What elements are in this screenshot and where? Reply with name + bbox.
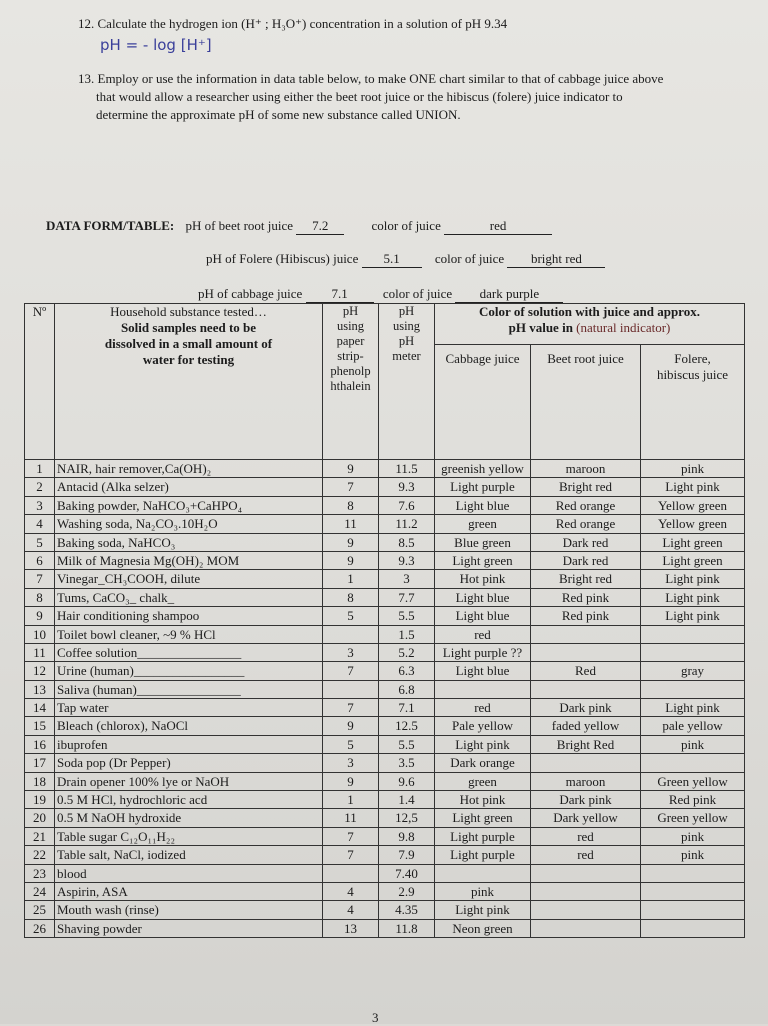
ph-meter-cell: 5.5: [379, 607, 435, 625]
cabbage-color-cell: Light pink: [435, 901, 531, 919]
row-number: 18: [25, 772, 55, 790]
ph-meter-cell: 11.8: [379, 919, 435, 937]
substance-cell: Shaving powder: [55, 919, 323, 937]
folere-color-cell: Light pink: [641, 607, 745, 625]
folere-color-label: color of juice: [434, 251, 505, 266]
row-number: 11: [25, 643, 55, 661]
ph-paper-cell: 1: [323, 570, 379, 588]
row-number: 3: [25, 496, 55, 514]
folere-color-cell: pale yellow: [641, 717, 745, 735]
folere-color-cell: [641, 680, 745, 698]
ph-paper-cell: 4: [323, 882, 379, 900]
header-beet: Beet root juice: [531, 345, 641, 460]
folere-color-cell: Red pink: [641, 791, 745, 809]
beet-color-cell: [531, 754, 641, 772]
folere-color-cell: Light pink: [641, 588, 745, 606]
ph-paper-cell: 9: [323, 772, 379, 790]
substance-cell: NAIR, hair remover,Ca(OH)₂: [55, 460, 323, 478]
table-row: [25, 551, 745, 569]
cabbage-color-cell: Light purple ??: [435, 643, 531, 661]
substance-cell: Tums, CaCO₃_ chalk_: [55, 588, 323, 606]
cabbage-color-cell: green: [435, 515, 531, 533]
row-number: 22: [25, 846, 55, 864]
question-12: 12. Calculate the hydrogen ion (H⁺ ; H₃O⁺) concentration in a solution of pH 9.34: [78, 16, 508, 31]
ph-paper-cell: 3: [323, 754, 379, 772]
header-natural-indicator: (natural indicator): [576, 320, 671, 335]
beet-color-cell: maroon: [531, 460, 641, 478]
ph-paper-cell: 8: [323, 496, 379, 514]
ph-paper-cell: 9: [323, 533, 379, 551]
beet-color-cell: Dark pink: [531, 791, 641, 809]
folere-color-cell: pink: [641, 735, 745, 753]
ph-meter-cell: 5.2: [379, 643, 435, 661]
ph-paper-cell: 5: [323, 735, 379, 753]
row-number: 9: [25, 607, 55, 625]
row-number: 16: [25, 735, 55, 753]
cabbage-color-cell: [435, 680, 531, 698]
row-number: 6: [25, 551, 55, 569]
header-substance-line-2: Solid samples need to be: [120, 320, 257, 335]
beet-color-value: red: [444, 218, 552, 235]
folere-color-cell: Yellow green: [641, 496, 745, 514]
cabbage-color-cell: Blue green: [435, 533, 531, 551]
row-number: 7: [25, 570, 55, 588]
row-number: 2: [25, 478, 55, 496]
beet-color-cell: Red: [531, 662, 641, 680]
ph-meter-cell: 7.6: [379, 496, 435, 514]
row-number: 23: [25, 864, 55, 882]
table-row: [25, 901, 745, 919]
substance-cell: Vinegar_CH₃COOH, dilute: [55, 570, 323, 588]
beet-color-cell: Red orange: [531, 515, 641, 533]
cabbage-color-cell: pink: [435, 882, 531, 900]
table-row: [25, 570, 745, 588]
row-number: 26: [25, 919, 55, 937]
row-number: 14: [25, 699, 55, 717]
cabbage-color-cell: Light green: [435, 551, 531, 569]
row-number: 15: [25, 717, 55, 735]
beet-color-cell: faded yellow: [531, 717, 641, 735]
header-substance: [55, 304, 323, 460]
header-folere-line-1: Folere,: [674, 351, 711, 366]
ph-meter-cell: 3.5: [379, 754, 435, 772]
beet-color-cell: [531, 882, 641, 900]
substance-cell: 0.5 M HCl, hydrochloric acd: [55, 791, 323, 809]
folere-color-value: bright red: [507, 251, 605, 268]
ph-paper-cell: 13: [323, 919, 379, 937]
folere-color-cell: pink: [641, 827, 745, 845]
cabbage-color-cell: red: [435, 625, 531, 643]
beet-color-cell: [531, 864, 641, 882]
ph-paper-cell: 7: [323, 478, 379, 496]
beet-color-cell: Dark yellow: [531, 809, 641, 827]
row-number: 24: [25, 882, 55, 900]
header-cabbage: Cabbage juice: [435, 345, 531, 460]
table-row: [25, 515, 745, 533]
header-ph-meter: [379, 304, 435, 460]
beet-color-cell: Red pink: [531, 588, 641, 606]
ph-meter-cell: 5.5: [379, 735, 435, 753]
folere-color-cell: [641, 919, 745, 937]
folere-color-cell: Light green: [641, 533, 745, 551]
folere-color-cell: pink: [641, 460, 745, 478]
ph-paper-cell: 9: [323, 717, 379, 735]
header-color-group-line-1: Color of solution with juice and approx.: [479, 304, 700, 319]
beet-ph-label: pH of beet root juice: [185, 218, 294, 233]
cabbage-color-cell: Hot pink: [435, 570, 531, 588]
data-form-label: DATA FORM/TABLE:: [46, 218, 175, 233]
folere-color-cell: Light pink: [641, 699, 745, 717]
ph-paper-cell: [323, 625, 379, 643]
folere-juice-info: [206, 251, 605, 268]
substance-cell: Toilet bowl cleaner, ~9 % HCl: [55, 625, 323, 643]
table-row: [25, 625, 745, 643]
header-substance-line-3: dissolved in a small amount of: [104, 336, 273, 351]
beet-color-cell: [531, 919, 641, 937]
row-number: 4: [25, 515, 55, 533]
ph-meter-cell: 7.40: [379, 864, 435, 882]
substance-cell: Soda pop (Dr Pepper): [55, 754, 323, 772]
ph-paper-cell: 7: [323, 827, 379, 845]
row-number: 10: [25, 625, 55, 643]
substance-cell: Hair conditioning shampoo: [55, 607, 323, 625]
header-meter-line-1: pH: [398, 304, 415, 318]
ph-meter-cell: 9.3: [379, 551, 435, 569]
substance-cell: Baking powder, NaHCO₃+CaHPO₄: [55, 496, 323, 514]
cabbage-color-cell: Neon green: [435, 919, 531, 937]
ph-meter-cell: 7.1: [379, 699, 435, 717]
beet-color-cell: Dark pink: [531, 699, 641, 717]
question-13-line-3: determine the approximate pH of some new substance called UNION.: [96, 107, 461, 122]
ph-paper-cell: 4: [323, 901, 379, 919]
substance-cell: Washing soda, Na₂CO₃.10H₂O: [55, 515, 323, 533]
beet-color-cell: Bright red: [531, 478, 641, 496]
cabbage-color-cell: Hot pink: [435, 791, 531, 809]
header-meter-line-4: meter: [392, 349, 421, 363]
cabbage-juice-info: [198, 286, 563, 303]
folere-color-cell: gray: [641, 662, 745, 680]
ph-meter-cell: 9.6: [379, 772, 435, 790]
table-row: [25, 809, 745, 827]
ph-meter-cell: 6.8: [379, 680, 435, 698]
ph-paper-cell: 11: [323, 515, 379, 533]
page-number: 3: [372, 1010, 379, 1025]
beet-color-cell: [531, 901, 641, 919]
ph-paper-cell: 7: [323, 699, 379, 717]
cabbage-color-cell: green: [435, 772, 531, 790]
folere-color-cell: pink: [641, 846, 745, 864]
row-number: 12: [25, 662, 55, 680]
row-number: 25: [25, 901, 55, 919]
ph-paper-cell: 9: [323, 551, 379, 569]
header-folere: [641, 345, 745, 460]
beet-color-cell: Dark red: [531, 551, 641, 569]
folere-color-cell: [641, 643, 745, 661]
row-number: 21: [25, 827, 55, 845]
beet-color-cell: Red pink: [531, 607, 641, 625]
table-row: [25, 919, 745, 937]
folere-color-cell: Yellow green: [641, 515, 745, 533]
cabbage-color-cell: Light blue: [435, 588, 531, 606]
table-row: [25, 478, 745, 496]
row-number: 1: [25, 460, 55, 478]
ph-meter-cell: 9.3: [379, 478, 435, 496]
beet-color-cell: Bright Red: [531, 735, 641, 753]
folere-color-cell: [641, 625, 745, 643]
cabbage-color-value: dark purple: [455, 286, 563, 303]
beet-color-cell: [531, 643, 641, 661]
cabbage-color-label: color of juice: [382, 286, 453, 301]
table-row: [25, 882, 745, 900]
cabbage-color-cell: Light purple: [435, 827, 531, 845]
ph-meter-cell: 6.3: [379, 662, 435, 680]
folere-ph-value: 5.1: [362, 251, 422, 268]
table-row: [25, 699, 745, 717]
table-row: [25, 772, 745, 790]
table-row: [25, 680, 745, 698]
table-row: [25, 607, 745, 625]
table-row: [25, 588, 745, 606]
folere-color-cell: [641, 864, 745, 882]
ph-meter-cell: 2.9: [379, 882, 435, 900]
cabbage-color-cell: Light blue: [435, 607, 531, 625]
substance-cell: Urine (human)_________________: [55, 662, 323, 680]
ph-meter-cell: 8.5: [379, 533, 435, 551]
cabbage-color-cell: greenish yellow: [435, 460, 531, 478]
header-color-group-line-2: pH value in: [508, 320, 573, 335]
cabbage-color-cell: Light purple: [435, 846, 531, 864]
ph-meter-cell: 11.2: [379, 515, 435, 533]
header-paper-line-3: paper: [336, 334, 365, 348]
row-number: 17: [25, 754, 55, 772]
ph-paper-cell: 9: [323, 460, 379, 478]
row-number: 13: [25, 680, 55, 698]
cabbage-color-cell: Light blue: [435, 662, 531, 680]
table-row: [25, 864, 745, 882]
folere-color-cell: [641, 901, 745, 919]
row-number: 8: [25, 588, 55, 606]
table-row: [25, 533, 745, 551]
cabbage-color-cell: Dark orange: [435, 754, 531, 772]
ph-paper-cell: 7: [323, 846, 379, 864]
beet-color-label: color of juice: [371, 218, 441, 233]
folere-color-cell: [641, 754, 745, 772]
row-number: 5: [25, 533, 55, 551]
substance-cell: Table salt, NaCl, iodized: [55, 846, 323, 864]
beet-color-cell: red: [531, 827, 641, 845]
header-substance-line-4: water for testing: [142, 352, 235, 367]
substance-cell: Saliva (human)________________: [55, 680, 323, 698]
table-row: [25, 791, 745, 809]
table-body: [25, 460, 745, 938]
folere-color-cell: Light pink: [641, 570, 745, 588]
beet-color-cell: Bright red: [531, 570, 641, 588]
ph-meter-cell: 9.8: [379, 827, 435, 845]
cabbage-ph-value: 7.1: [306, 286, 374, 303]
header-paper-line-4: strip-: [337, 349, 364, 363]
ph-paper-cell: [323, 864, 379, 882]
beet-color-cell: Dark red: [531, 533, 641, 551]
table-row: [25, 643, 745, 661]
table-row: [25, 735, 745, 753]
ph-paper-cell: 8: [323, 588, 379, 606]
substance-cell: ibuprofen: [55, 735, 323, 753]
table-row: [25, 662, 745, 680]
cabbage-color-cell: red: [435, 699, 531, 717]
ph-paper-cell: [323, 680, 379, 698]
substance-cell: Antacid (Alka selzer): [55, 478, 323, 496]
beet-color-cell: red: [531, 846, 641, 864]
beet-color-cell: [531, 625, 641, 643]
beet-ph-value: 7.2: [296, 218, 344, 235]
table-row: [25, 846, 745, 864]
header-meter-line-2: using: [392, 319, 421, 333]
substance-cell: Mouth wash (rinse): [55, 901, 323, 919]
table-row: [25, 460, 745, 478]
header-color-group: [435, 304, 745, 345]
header-substance-line-1: Household substance tested…: [110, 304, 267, 319]
substance-cell: blood: [55, 864, 323, 882]
question-13-line-1: 13. Employ or use the information in data table below, to make ONE chart similar to that of cabbage juice above: [78, 71, 664, 86]
ph-paper-cell: 11: [323, 809, 379, 827]
table-row: [25, 754, 745, 772]
substance-cell: 0.5 M NaOH hydroxide: [55, 809, 323, 827]
cabbage-color-cell: Pale yellow: [435, 717, 531, 735]
beet-color-cell: maroon: [531, 772, 641, 790]
ph-meter-cell: 7.7: [379, 588, 435, 606]
substance-cell: Tap water: [55, 699, 323, 717]
folere-color-cell: Green yellow: [641, 809, 745, 827]
ph-paper-cell: 5: [323, 607, 379, 625]
cabbage-color-cell: Light green: [435, 809, 531, 827]
ph-paper-cell: 3: [323, 643, 379, 661]
row-number: 20: [25, 809, 55, 827]
cabbage-color-cell: Light blue: [435, 496, 531, 514]
question-13-line-2: that would allow a researcher using either the beet root juice or the hibiscus (folere) juice indicator to: [96, 89, 623, 104]
cabbage-color-cell: Light pink: [435, 735, 531, 753]
substance-cell: Milk of Magnesia Mg(OH)₂ MOM: [55, 551, 323, 569]
cabbage-color-cell: [435, 864, 531, 882]
q12-handwritten-answer: pH = - log [H⁺]: [100, 36, 212, 54]
ph-paper-cell: 7: [323, 662, 379, 680]
folere-color-cell: [641, 882, 745, 900]
substance-cell: Table sugar C₁₂O₁₁H₂₂: [55, 827, 323, 845]
substance-cell: Drain opener 100% lye or NaOH: [55, 772, 323, 790]
header-ph-paper: [323, 304, 379, 460]
ph-meter-cell: 1.5: [379, 625, 435, 643]
ph-meter-cell: 4.35: [379, 901, 435, 919]
folere-color-cell: Green yellow: [641, 772, 745, 790]
substance-cell: Baking soda, NaHCO₃: [55, 533, 323, 551]
table-row: [25, 717, 745, 735]
beet-color-cell: [531, 680, 641, 698]
substance-cell: Aspirin, ASA: [55, 882, 323, 900]
ph-meter-cell: 12,5: [379, 809, 435, 827]
table-row: [25, 827, 745, 845]
header-number: Nº: [25, 304, 55, 460]
ph-meter-cell: 1.4: [379, 791, 435, 809]
cabbage-color-cell: Light purple: [435, 478, 531, 496]
substance-cell: Coffee solution________________: [55, 643, 323, 661]
beet-juice-info: [46, 218, 552, 235]
beet-color-cell: Red orange: [531, 496, 641, 514]
ph-paper-cell: 1: [323, 791, 379, 809]
cabbage-ph-label: pH of cabbage juice: [198, 286, 303, 301]
folere-color-cell: Light pink: [641, 478, 745, 496]
header-paper-line-6: hthalein: [330, 379, 371, 393]
ph-meter-cell: 3: [379, 570, 435, 588]
header-paper-line-2: using: [336, 319, 365, 333]
ph-meter-cell: 12.5: [379, 717, 435, 735]
folere-color-cell: Light green: [641, 551, 745, 569]
row-number: 19: [25, 791, 55, 809]
table-header-row: [25, 304, 745, 345]
ph-meter-cell: 7.9: [379, 846, 435, 864]
folere-ph-label: pH of Folere (Hibiscus) juice: [206, 251, 359, 266]
table-row: [25, 496, 745, 514]
header-meter-line-3: pH: [398, 334, 415, 348]
substance-cell: Bleach (chlorox), NaOCl: [55, 717, 323, 735]
header-folere-line-2: hibiscus juice: [656, 367, 729, 382]
header-paper-line-1: pH: [342, 304, 359, 318]
header-paper-line-5: phenolp: [330, 364, 371, 378]
data-table: [24, 303, 745, 938]
ph-meter-cell: 11.5: [379, 460, 435, 478]
